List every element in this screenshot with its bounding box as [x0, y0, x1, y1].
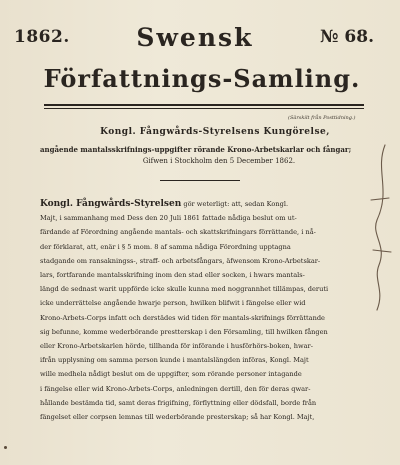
body-line: Krono-Arbets-Corps infatt och derstädes wid tiden för mantals-skrifnings förrättande — [40, 313, 325, 322]
body-line: Majt, i sammanhang med Dess den 20 Juli 1861 fattade nådiga beslut om ut- — [40, 214, 297, 223]
issue-number: № 68. — [320, 27, 374, 47]
ink-spot — [4, 446, 7, 449]
handwritten-annotation — [365, 140, 395, 340]
body-line: icke underrättelse angående hwarje person, hwilken blifwit i fängelse eller wid — [40, 299, 306, 308]
body-line: wille medhela nådigt beslut om de uppgifter, som rörande personer intagande — [40, 370, 302, 379]
announcement-date: Gifwen i Stockholm den 5 December 1862. — [142, 157, 296, 165]
publication-subtitle: Författnings-Samling. — [43, 64, 361, 93]
masthead-rule-thick — [44, 104, 364, 106]
announcement-subject: angående mantalsskrifnings-uppgifter rörande Krono-Arbetskarlar och fångar; — [40, 145, 352, 154]
body-line: der förklarat, att, enär i § 5 mom. 8 af samma nådiga Förordning upptagna — [40, 242, 291, 251]
body-text — [40, 197, 375, 424]
body-line: färdande af Förordning angående mantals- och skattskrifningars förrättande, i nå- — [40, 228, 316, 237]
source-note: (Särskilt från Posttidning.) — [288, 115, 356, 121]
body-line: sig befunne, komme wederbörande prestterskap i den Församling, till hwilken fången — [40, 327, 328, 336]
publication-year: 1862. — [14, 27, 70, 47]
body-line: lars, fortfarande mantalsskrifning inom den stad eller socken, i hwars mantals- — [40, 271, 305, 280]
body-line: stadgande om ransakningss-, straff- och arbetsfångars, äfwensom Krono-Arbetskar- — [40, 256, 321, 265]
publication-name: Swensk — [136, 22, 254, 52]
body-line: eller Krono-Arbetskarlen hörde, tillhanda för införande i husförhörs-boken, hwar- — [40, 342, 313, 351]
body-line: Kongl. Fångwårds-Styrelsen gör weterligt: att, sedan Kongl. — [40, 199, 289, 209]
body-line: längd de sednast warit uppförde icke skulle kunna med noggrannhet tillämpas, deruti — [40, 285, 329, 294]
body-line: fängelset eller corpsen lemnas till wederbörande presterskap; så har Kongl. Majt, — [40, 413, 315, 422]
masthead-rule-thin — [44, 108, 364, 109]
body-line: hållande bestämda tid, samt deras frigifning, förflyttning eller dödsfall, borde från — [40, 398, 317, 407]
masthead — [14, 24, 374, 50]
body-line: i fängelse eller wid Krono-Arbets-Corps, anledningen dertill, den för deras qwar- — [40, 384, 311, 393]
section-divider — [160, 180, 240, 181]
body-line: ifrån upplysning om samma person kunde i mantalslängden införas, Kongl. Majt — [40, 356, 309, 365]
announcement-title: Kongl. Fångwårds-Styrelsens Kungörelse, — [100, 127, 330, 137]
body-lead: Kongl. Fångwårds-Styrelsen — [40, 199, 182, 209]
